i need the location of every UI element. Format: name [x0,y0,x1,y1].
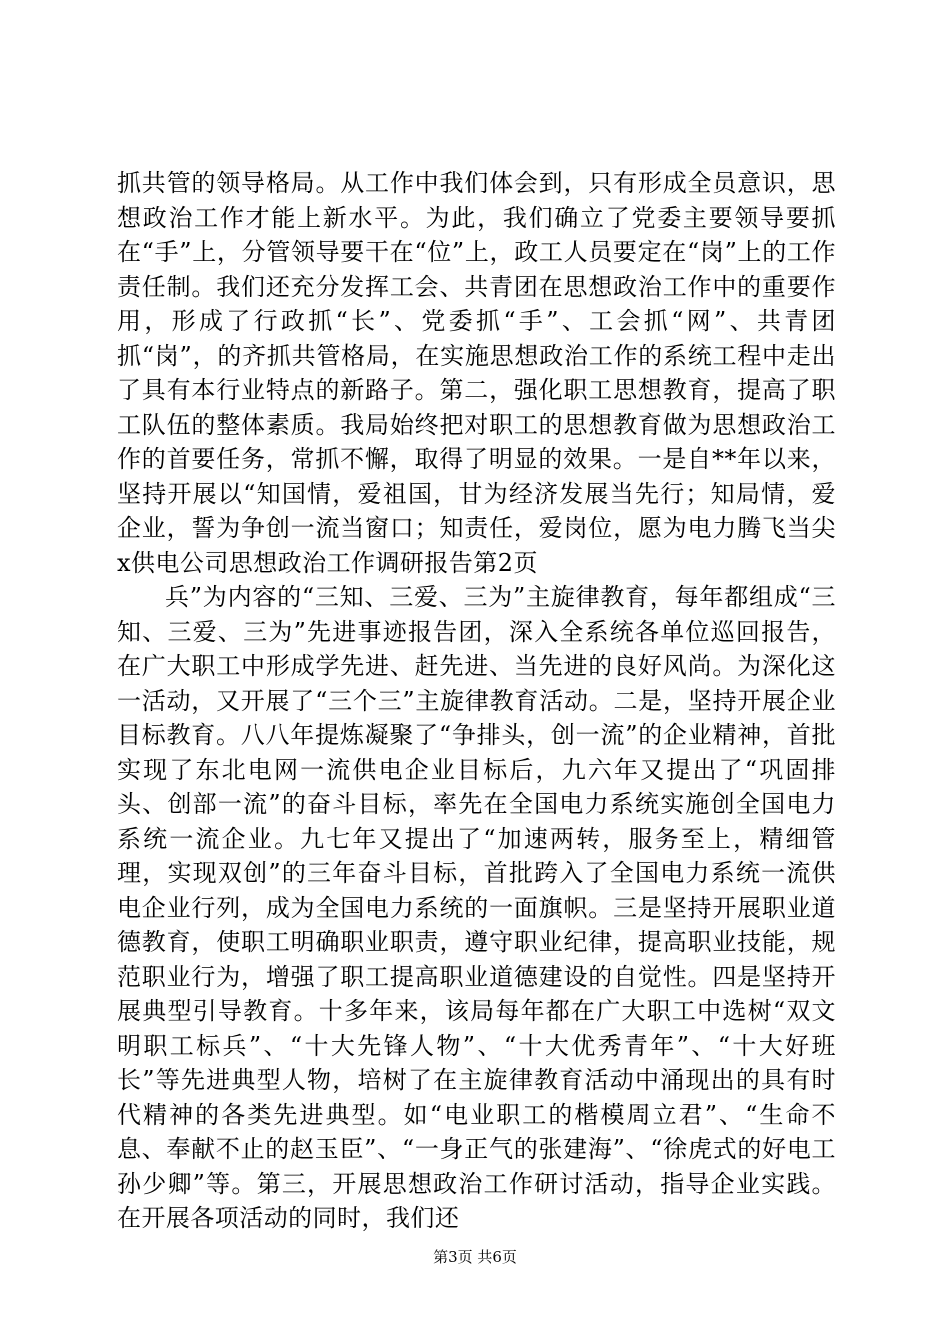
paragraph-2: 兵”为内容的“三知、三爱、三为”主旋律教育，每年都组成“三知、三爱、三为”先进事迹报告团，深入全系统各单位巡回报告，在广大职工中形成学先进、赶先进、当先进的良好风尚。为深化这一活动，又开展了“三个三”主旋律教育活动。二是，坚持开展企业目标教育。八八年提炼凝聚了“争排头，创一流”的企业精神，首批实现了东北电网一流供电企业目标后，九六年又提出了“巩固排头、创部一流”的奋斗目标，率先在全国电力系统实施创全国电力系统一流企业。九七年又提出了“加速两转，服务至上，精细管理，实现双创”的三年奋斗目标，首批跨入了全国电力系统一流供电企业行列，成为全国电力系统的一面旗帜。三是坚持开展职业道德教育，使职工明确职业职责，遵守职业纪律，提高职业技能，规范职业行为，增强了职工提高职业道德建设的自觉性。四是坚持开展典型引导教育。十多年来，该局每年都在广大职工中选树“双文明职工标兵”、“十大先锋人物”、“十大优秀青年”、“十大好班长”等先进典型人物，培树了在主旋律教育活动中涌现出的具有时代精神的各类先进典型。如“电业职工的楷模周立君”、“生命不息、奉献不止的赵玉臣”、“一身正气的张建海”、“徐虎式的好电工孙少卿”等。第三，开展思想政治工作研讨活动，指导企业实践。在开展各项活动的同时，我们还 [117,583,836,1232]
page-footer: 第3页 共6页 [433,1248,517,1266]
paragraph-1: 抓共管的领导格局。从工作中我们体会到，只有形成全员意识，思想政治工作才能上新水平。为此，我们确立了党委主要领导要抓在“手”上，分管领导要干在“位”上，政工人员要定在“岗”上的工作责任制。我们还充分发挥工会、共青团在思想政治工作中的重要作用，形成了行政抓“长”、党委抓“手”、工会抓“网”、共青团抓“岗”，的齐抓共管格局，在实施思想政治工作的系统工程中走出了具有本行业特点的新路子。第二，强化职工思想教育，提高了职工队伍的整体素质。我局始终把对职工的思想教育做为思想政治工作的首要任务，常抓不懈，取得了明显的效果。一是自**年以来，坚持开展以“知国情，爱祖国，甘为经济发展当先行；知局情，爱企业，誓为争创一流当窗口；知责任，爱岗位，愿为电力腾飞当尖x供电公司思想政治工作调研报告第2页 [117,169,836,577]
document-body [117,166,836,1236]
